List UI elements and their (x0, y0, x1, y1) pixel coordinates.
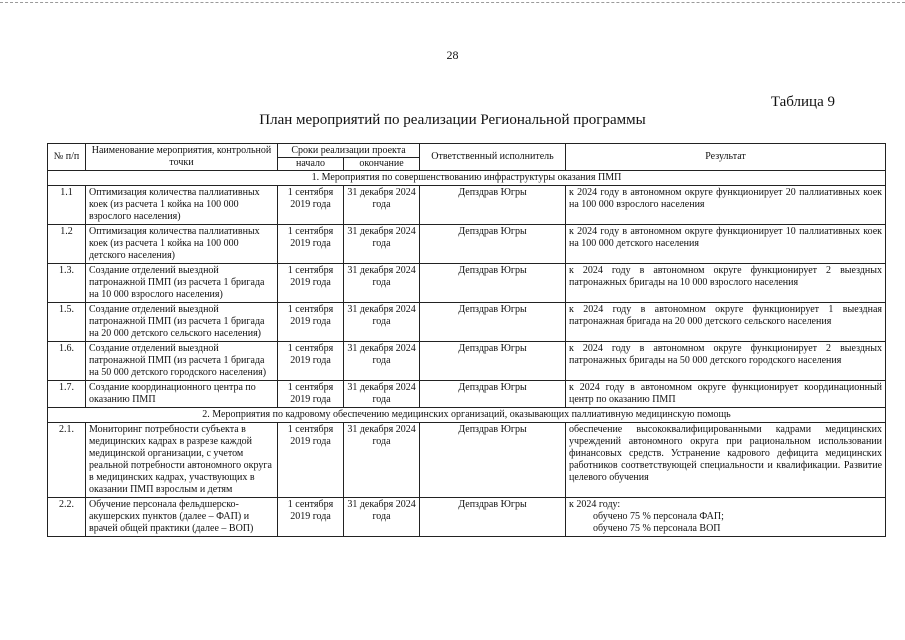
result-cell (566, 264, 886, 303)
start-date: 1 сентября 2019 года (278, 264, 344, 303)
table-row (48, 225, 886, 264)
page-title: План мероприятий по реализации Региональной программы (259, 112, 646, 128)
page-number: 28 (446, 48, 459, 62)
section-title: 2. Мероприятия по кадровому обеспечению медицинских организаций, оказывающих паллиативную медицинскую помощь (48, 408, 886, 423)
result-text: к 2024 году в автономном округе функционирует 10 паллиативных коек на 100 000 детского населения (569, 226, 883, 249)
result-text: к 2024 году в автономном округе функционирует 1 выездная патронажная бригада на 20 000 детского сельского населения (569, 304, 883, 327)
measure-name: Создание координационного центра по оказанию ПМП (86, 381, 278, 408)
section-title: 1. Мероприятия по совершенствованию инфраструктуры оказания ПМП (48, 171, 886, 186)
measure-name: Создание отделений выездной патронажной ПМП (из расчета 1 бригада на 20 000 детского сельского населения) (86, 303, 278, 342)
measure-name: Оптимизация количества паллиативных коек (из расчета 1 койка на 100 000 детского населения) (86, 225, 278, 264)
measure-name: Оптимизация количества паллиативных коек (из расчета 1 койка на 100 000 взрослого населения) (86, 186, 278, 225)
table-row (48, 381, 886, 408)
section-row (48, 408, 886, 423)
measure-name: Создание отделений выездной патронажной ПМП (из расчета 1 бригада на 50 000 детского городского населения) (86, 342, 278, 381)
top-edge-line (0, 2, 905, 3)
row-number: 1.5. (48, 303, 86, 342)
result-cell (566, 498, 886, 537)
table-row (48, 423, 886, 498)
row-number: 1.7. (48, 381, 86, 408)
end-date: 31 декабря 2024 года (344, 498, 420, 537)
start-date: 1 сентября 2019 года (278, 498, 344, 537)
start-date: 1 сентября 2019 года (278, 342, 344, 381)
row-number: 1.1 (48, 186, 86, 225)
start-date: 1 сентября 2019 года (278, 186, 344, 225)
result-text: к 2024 году в автономном округе функционирует координационный центр по оказанию ПМП (569, 382, 883, 405)
result-cell (566, 225, 886, 264)
header-responsible: Ответственный исполнитель (420, 144, 566, 171)
header-num: № п/п (48, 144, 86, 171)
header-period: Сроки реализации проекта (278, 144, 420, 158)
result-line: обучено 75 % персонала ФАП; (593, 511, 724, 522)
table-row (48, 303, 886, 342)
table-row (48, 498, 886, 537)
result-text: к 2024 году в автономном округе функционирует 2 выездных патронажных бригады на 50 000 детского городского населения (569, 343, 883, 366)
row-number: 1.2 (48, 225, 86, 264)
result-cell (566, 381, 886, 408)
row-number: 2.1. (48, 423, 86, 498)
measure-name: Создание отделений выездной патронажной ПМП (из расчета 1 бригада на 10 000 взрослого населения) (86, 264, 278, 303)
measure-name: Мониторинг потребности субъекта в медицинских кадрах в разрезе каждой медицинской организации, с учетом реальной потребности автономного округа в медицинских кадрах, участвующих в оказании ПМП взрослым и детям (86, 423, 278, 498)
row-number: 1.3. (48, 264, 86, 303)
table-row (48, 342, 886, 381)
end-date: 31 декабря 2024 года (344, 186, 420, 225)
responsible-executor: Депздрав Югры (420, 303, 566, 342)
header-name: Наименование мероприятия, контрольной точки (86, 144, 278, 171)
result-cell (566, 303, 886, 342)
responsible-executor: Депздрав Югры (420, 423, 566, 498)
start-date: 1 сентября 2019 года (278, 225, 344, 264)
responsible-executor: Депздрав Югры (420, 342, 566, 381)
end-date: 31 декабря 2024 года (344, 225, 420, 264)
table-label: Таблица 9 (770, 94, 835, 110)
plan-table (47, 143, 886, 537)
header-end: окончание (344, 158, 420, 171)
responsible-executor: Депздрав Югры (420, 186, 566, 225)
row-number: 1.6. (48, 342, 86, 381)
result-text: обеспечение высококвалифицированными кадрами медицинских учреждений автономного округа при рациональном использовании финансовых средств. Устранение кадрового дефицита медицинских работников соответствующей специальности и квалификации. Развитие целевого обучения (569, 424, 883, 483)
table-row (48, 264, 886, 303)
start-date: 1 сентября 2019 года (278, 381, 344, 408)
responsible-executor: Депздрав Югры (420, 498, 566, 537)
end-date: 31 декабря 2024 года (344, 264, 420, 303)
responsible-executor: Депздрав Югры (420, 381, 566, 408)
result-line: обучено 75 % персонала ВОП (593, 523, 721, 534)
end-date: 31 декабря 2024 года (344, 303, 420, 342)
result-cell (566, 342, 886, 381)
result-text: к 2024 году: (569, 499, 621, 510)
responsible-executor: Депздрав Югры (420, 225, 566, 264)
section-row (48, 171, 886, 186)
result-cell (566, 423, 886, 498)
responsible-executor: Депздрав Югры (420, 264, 566, 303)
end-date: 31 декабря 2024 года (344, 423, 420, 498)
result-text: к 2024 году в автономном округе функционирует 2 выездных патронажных бригады на 10 000 взрослого населения (569, 265, 883, 288)
row-number: 2.2. (48, 498, 86, 537)
end-date: 31 декабря 2024 года (344, 342, 420, 381)
start-date: 1 сентября 2019 года (278, 303, 344, 342)
result-cell (566, 186, 886, 225)
end-date: 31 декабря 2024 года (344, 381, 420, 408)
header-result: Результат (566, 144, 886, 171)
table-row (48, 186, 886, 225)
result-text: к 2024 году в автономном округе функционирует 20 паллиативных коек на 100 000 взрослого населения (569, 187, 883, 210)
start-date: 1 сентября 2019 года (278, 423, 344, 498)
header-start: начало (278, 158, 344, 171)
measure-name: Обучение персонала фельдшерско-акушерских пунктов (далее – ФАП) и врачей общей практики (далее – ВОП) (86, 498, 278, 537)
